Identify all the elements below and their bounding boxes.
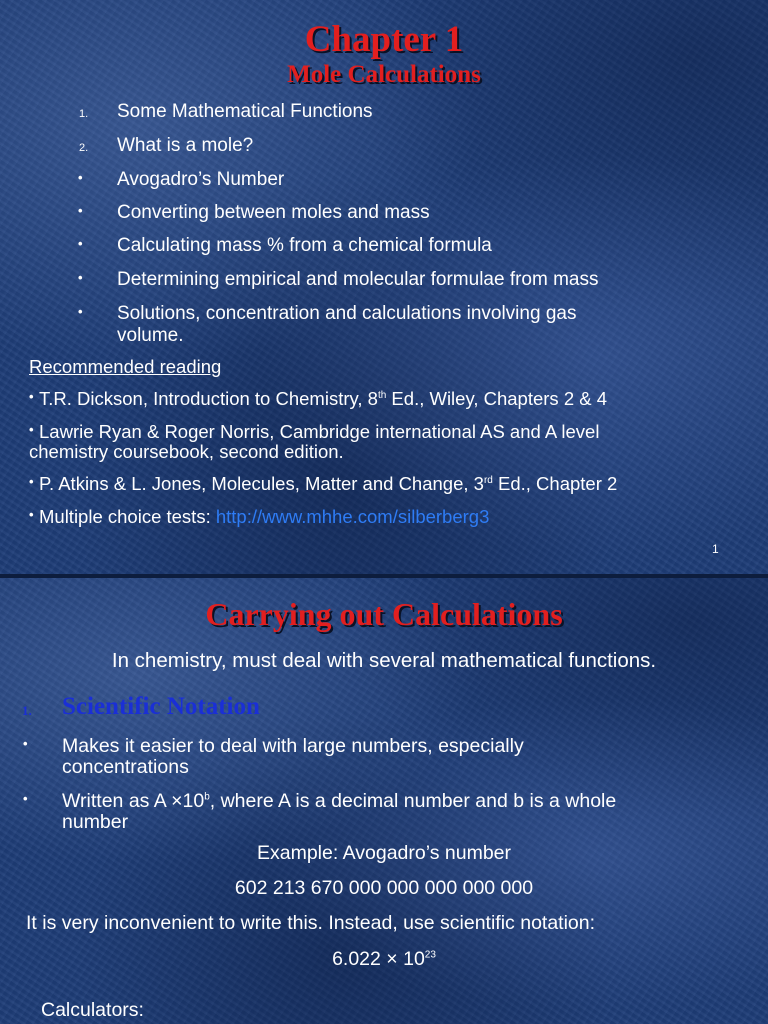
list-item-text-continued: concentrations (62, 756, 189, 778)
list-item-text: Calculating mass % from a chemical formula (117, 235, 492, 256)
list-item-text: Determining empirical and molecular formulae from mass (117, 269, 599, 290)
bullet-icon: • (29, 422, 34, 437)
list-number: 2. (79, 142, 89, 154)
reference-text: P. Atkins & L. Jones, Molecules, Matter and Change, 3rd Ed., Chapter 2 (39, 473, 618, 494)
bullet-icon: • (78, 270, 83, 285)
bullet-icon: • (23, 791, 28, 806)
list-item-text: Written as $A \times 10^b$, where A is a decimal number and b is a whole (62, 790, 617, 812)
recommended-reading-heading: Recommended reading (29, 356, 222, 377)
example-value: 602 213 670 000 000 000 000 000 (234, 877, 534, 899)
reference-text-continued: chemistry coursebook, second edition. (29, 441, 344, 462)
slide-title: Chapter 1 (304, 19, 464, 60)
bullet-icon: • (78, 170, 83, 185)
intro-text: In chemistry, must deal with several mathematical functions. (111, 649, 657, 672)
inconvenient-text: It is very inconvenient to write this. Instead, use scientific notation: (26, 912, 596, 934)
reference-text: Lawrie Ryan & Roger Norris, Cambridge international AS and A level (39, 421, 600, 442)
reference-text: Multiple choice tests: http://www.mhhe.com/silberberg3 (39, 506, 490, 527)
list-number: 1. (79, 108, 89, 120)
scientific-notation-value: $6.022 \times 10^{23}$ (332, 948, 436, 970)
section-title: Scientific Notation (62, 693, 260, 720)
bullet-icon: • (29, 389, 34, 404)
slide-subtitle: Mole Calculations (287, 61, 481, 88)
multiple-choice-link[interactable]: http://www.mhhe.com/silberberg3 (215, 506, 490, 527)
reference-text: T.R. Dickson, Introduction to Chemistry, 8th Ed., Wiley, Chapters 2 & 4 (39, 388, 608, 409)
list-item-text: What is a mole? (117, 135, 254, 156)
list-item-text: Avogadro’s Number (117, 169, 285, 190)
bullet-icon: • (29, 507, 34, 522)
bullet-icon: • (78, 236, 83, 251)
list-item-text: Makes it easier to deal with large numbers, especially (62, 735, 524, 757)
list-item-text-continued: number (62, 811, 129, 833)
list-item-text: Converting between moles and mass (117, 202, 430, 223)
slide-title: Carrying out Calculations (205, 596, 563, 632)
bullet-icon: • (78, 203, 83, 218)
section-number: 1. (22, 703, 32, 718)
list-item-text: Solutions, concentration and calculations involving gas (117, 303, 577, 324)
bullet-icon: • (23, 736, 28, 751)
calculators-heading: Calculators: (41, 999, 144, 1021)
list-item-text-continued: volume. (117, 325, 184, 346)
example-label: Example: Avogadro’s number (256, 842, 511, 864)
page-number: 1 (712, 542, 719, 556)
bullet-icon: • (78, 304, 83, 319)
list-item-text: Some Mathematical Functions (117, 101, 373, 122)
slide-2 (0, 578, 768, 1024)
bullet-icon: • (29, 474, 34, 489)
